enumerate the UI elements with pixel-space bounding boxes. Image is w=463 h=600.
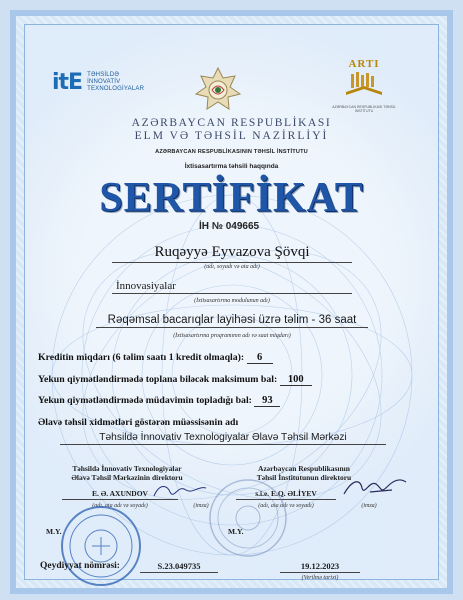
provider-row [38, 417, 238, 428]
max-score-value: 100 [280, 374, 312, 386]
left-signatory-name: E. Ə. AXUNDOV [62, 489, 178, 500]
refresher-heading: İxtisasartırma təhsili haqqında [184, 163, 279, 170]
registration-number: S.23.049735 [140, 561, 218, 573]
right-signatory-title: Azərbaycan Respublikasının Təhsil İnstitutunun direktoru [256, 464, 352, 482]
scored-row [38, 395, 280, 407]
credits-label: Kreditin miqdarı (6 təlim saatı 1 kredit olmaqla): [38, 352, 245, 363]
right-stamp-icon [208, 478, 288, 558]
provider-name: Təhsildə İnnovativ Texnologiyalar Əlavə Təhsil Mərkəzi [60, 432, 386, 445]
credits-row [38, 352, 273, 364]
left-signature-icon [150, 478, 210, 502]
arti-logo: ARTI AZƏRBAYCAN RESPUBLİKASI TƏHSİL İNSTİTUTU [332, 58, 396, 113]
max-score-row [38, 374, 312, 386]
seal-place-right: M.Y. [228, 527, 244, 536]
left-signature-caption: (imza) [193, 503, 209, 509]
arti-books-icon [342, 70, 386, 98]
ite-logo [52, 64, 162, 100]
recipient-name-caption: (adı, soyadı və ata adı) [204, 264, 260, 270]
left-stamp-icon [60, 505, 142, 587]
ministry-line-2: ELM VƏ TƏHSİL NAZİRLİYİ [134, 130, 329, 142]
right-signatory-caption: (adı, ata adı və soyadı) [258, 503, 314, 509]
scored-value: 93 [254, 395, 280, 407]
program-caption: (İxtisasartırma proqramının adı və saat miqdarı) [173, 333, 291, 339]
serial-number: İH № 049665 [199, 221, 260, 232]
recipient-name: Ruqəyyə Eyvazova Şövqi [112, 244, 352, 263]
program-name: Rəqəmsal bacarıqlar layihəsi üzrə təlim - 36 saat [96, 314, 368, 328]
right-signature-icon [340, 474, 410, 500]
issue-date-caption: (Verilmə tarixi) [301, 575, 339, 581]
seal-place-left: M.Y. [46, 527, 62, 536]
right-signature-caption: (imza) [361, 503, 377, 509]
module-name: İnnovasiyalar [112, 280, 352, 294]
scored-label: Yekun qiymətləndirmədə müdavimin topladığı bal: [38, 395, 252, 406]
left-signatory-title: Təhsildə İnnovativ Texnologiyalar Əlavə Təhsil Mərkəzinin direktoru [71, 464, 183, 482]
certificate-title: SERTİFİKAT [99, 175, 364, 221]
institute-name: AZƏRBAYCAN RESPUBLİKASININ TƏHSİL İNSTİTUTU [155, 149, 308, 155]
credits-value: 6 [247, 352, 273, 364]
state-emblem-icon [193, 66, 243, 112]
right-signatory-name: s.i.e. E.Q. ƏLİYEV [236, 489, 336, 500]
ite-logo-text: TƏHSİLDƏ İNNOVATİV TEXNOLOGİYALAR [87, 71, 145, 92]
registration-label: Qeydiyyat nömrəsi: [40, 561, 120, 571]
left-signatory-caption: (adı, ata adı və soyadı) [92, 503, 148, 509]
ministry-line-1: AZƏRBAYCAN RESPUBLİKASI [131, 117, 332, 129]
module-caption: (İxtisasartırma modulunun adı) [194, 298, 270, 304]
ite-logo-mark: itE [52, 69, 83, 95]
issue-date: 19.12.2023 [280, 561, 360, 573]
max-score-label: Yekun qiymətləndirmədə toplana biləcək maksimum bal: [38, 374, 278, 385]
provider-label: Əlavə təhsil xidmətləri göstərən müəssisənin adı [38, 417, 239, 428]
